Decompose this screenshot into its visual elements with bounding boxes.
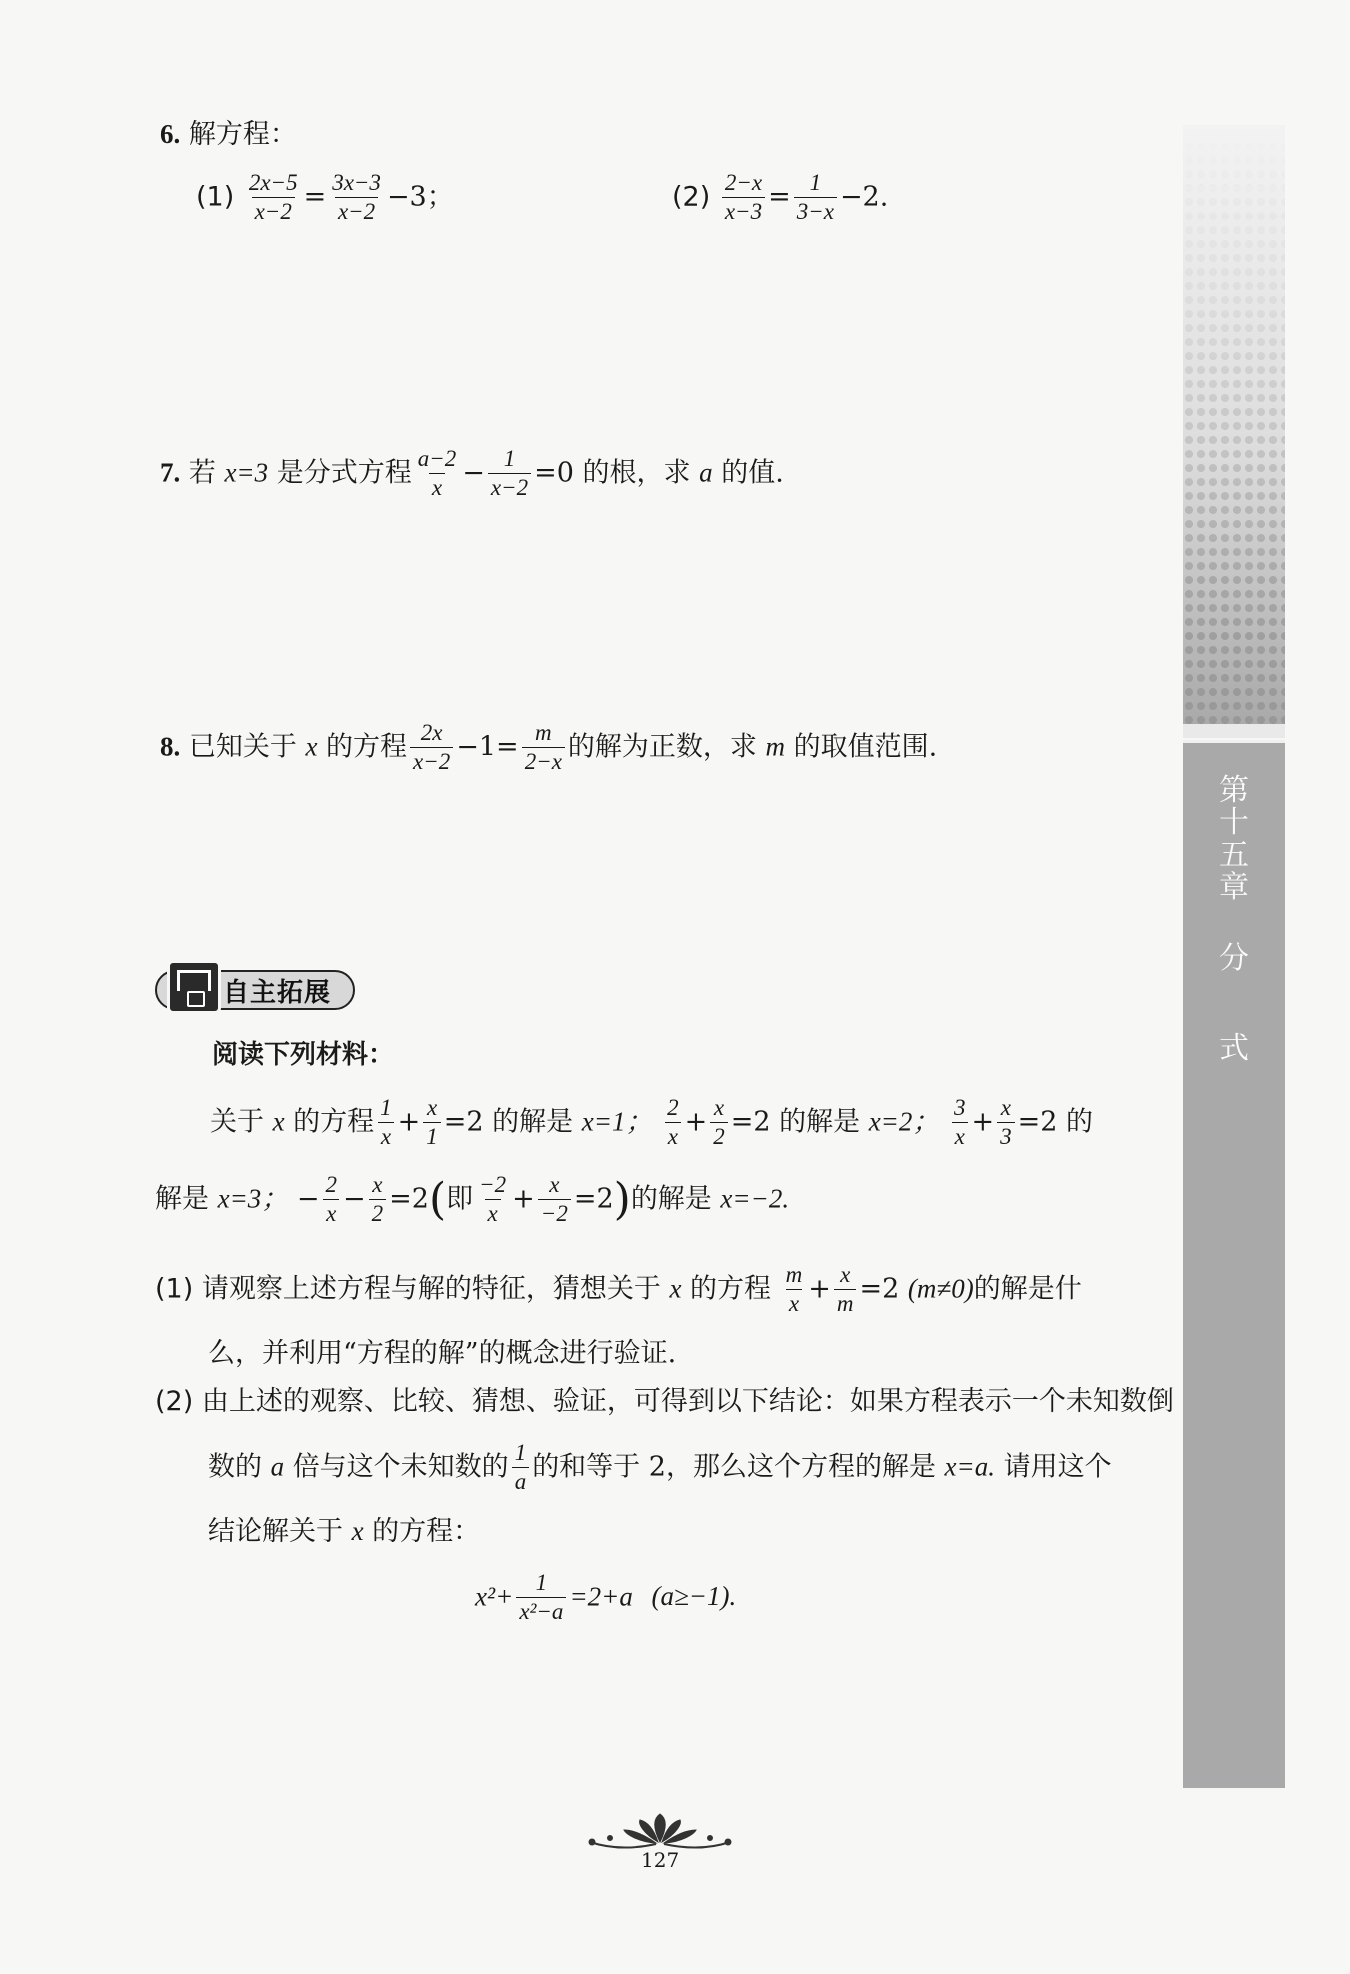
fraction bbox=[516, 1570, 566, 1626]
fraction bbox=[369, 1172, 387, 1228]
fraction bbox=[538, 1172, 571, 1228]
numerator: x bbox=[372, 1172, 383, 1197]
part-2-line-1 bbox=[155, 1386, 1174, 1418]
part-label: (1) bbox=[196, 181, 235, 213]
part-label: (2) bbox=[672, 181, 711, 213]
operator: −1= bbox=[456, 731, 519, 763]
denominator: x bbox=[786, 1289, 802, 1317]
numerator: x bbox=[713, 1095, 725, 1120]
numerator: m bbox=[534, 720, 552, 745]
question-text: 的方程 bbox=[326, 731, 408, 763]
section-title: 自主拓展 bbox=[223, 978, 332, 1008]
operator: + bbox=[684, 1106, 708, 1138]
fraction bbox=[423, 1095, 441, 1151]
chapter-title-char: 式 bbox=[1219, 1030, 1249, 1066]
numerator: 1 bbox=[380, 1095, 392, 1120]
text: =2 的解是 bbox=[730, 1106, 861, 1138]
numerator: 3 bbox=[954, 1095, 966, 1120]
math-inline: =0 bbox=[534, 457, 574, 489]
denominator: 3 bbox=[997, 1122, 1015, 1150]
question-text: 的值. bbox=[721, 457, 784, 489]
halftone-pattern bbox=[1183, 125, 1285, 725]
operator: + bbox=[808, 1273, 831, 1305]
left-paren: ( bbox=[428, 1173, 447, 1225]
numerator: 2x bbox=[420, 720, 443, 745]
question-7 bbox=[160, 446, 784, 502]
chapter-char: 第 bbox=[1219, 773, 1249, 808]
operator: − bbox=[343, 1183, 366, 1215]
question-text: 若 bbox=[188, 457, 216, 489]
denominator: x−2 bbox=[488, 473, 531, 501]
text: 的方程 bbox=[690, 1273, 772, 1305]
math-inline: x=−2. bbox=[720, 1183, 790, 1214]
question-number: 8. bbox=[160, 731, 181, 762]
section-badge bbox=[155, 960, 355, 1014]
part-2-line-3 bbox=[208, 1515, 480, 1548]
denominator: x bbox=[429, 473, 445, 501]
numerator: x bbox=[549, 1172, 560, 1197]
condition: (a≥−1). bbox=[651, 1581, 737, 1612]
fraction bbox=[246, 170, 301, 226]
question-text: 是分式方程 bbox=[276, 457, 412, 489]
part-label: (2) bbox=[155, 1386, 194, 1417]
math-var: x bbox=[305, 731, 318, 762]
denominator: x−2 bbox=[252, 197, 295, 225]
floral-ornament-icon bbox=[580, 1812, 740, 1852]
text: =2 的解是 bbox=[443, 1106, 574, 1138]
numerator: 3x−3 bbox=[332, 170, 381, 195]
numerator: x bbox=[840, 1262, 851, 1287]
denominator: x bbox=[323, 1199, 339, 1227]
reading-line-1 bbox=[210, 1095, 1093, 1151]
fraction bbox=[415, 446, 460, 502]
operator: − bbox=[296, 1183, 320, 1215]
denominator: 2 bbox=[369, 1199, 387, 1227]
denominator: x bbox=[952, 1122, 968, 1150]
math-inline: x=3 bbox=[224, 457, 269, 488]
question-text: 的根，求 bbox=[582, 457, 691, 489]
question-text: 的取值范围. bbox=[793, 731, 938, 763]
denominator: 1 bbox=[423, 1122, 441, 1150]
numerator: 1 bbox=[503, 446, 516, 471]
chapter-label bbox=[1183, 775, 1285, 1065]
chapter-title-char: 分 bbox=[1219, 940, 1249, 976]
denominator: x bbox=[665, 1122, 681, 1150]
operator: + bbox=[512, 1183, 535, 1215]
math-inline: x=2； bbox=[868, 1106, 940, 1137]
question-8 bbox=[160, 720, 937, 776]
math-var: x bbox=[272, 1106, 285, 1137]
text: =2 的 bbox=[1017, 1106, 1094, 1138]
math-inline: x=a. bbox=[944, 1451, 996, 1482]
page-number: 127 bbox=[641, 1848, 680, 1872]
reading-line-2 bbox=[155, 1172, 789, 1228]
denominator: m bbox=[834, 1289, 857, 1317]
text: 的方程 bbox=[293, 1106, 375, 1138]
math-inline: x=3； bbox=[217, 1183, 289, 1214]
math-inline: =2 bbox=[389, 1183, 429, 1215]
operator: = bbox=[768, 181, 791, 213]
math-var: x bbox=[669, 1273, 682, 1304]
chapter-char: 章 bbox=[1219, 870, 1249, 906]
numerator: 2x−5 bbox=[248, 170, 298, 195]
part-1-line-1 bbox=[155, 1262, 1082, 1318]
numerator: 1 bbox=[535, 1570, 548, 1595]
side-tab-gradient bbox=[1183, 125, 1285, 725]
fraction bbox=[722, 170, 765, 226]
numerator: 2−x bbox=[724, 170, 763, 195]
question-6-part-1 bbox=[196, 170, 454, 226]
operator: = bbox=[303, 181, 327, 213]
text: 的和等于 2，那么这个方程的解是 bbox=[532, 1451, 936, 1483]
final-equation bbox=[475, 1570, 736, 1626]
fraction bbox=[794, 170, 837, 226]
fraction bbox=[522, 720, 565, 776]
numerator: x bbox=[426, 1095, 438, 1120]
fraction bbox=[329, 170, 384, 226]
fraction bbox=[951, 1095, 969, 1151]
text: 解是 bbox=[155, 1183, 209, 1215]
numerator: 1 bbox=[514, 1440, 527, 1465]
denominator: x²−a bbox=[516, 1597, 566, 1625]
text: 倍与这个未知数的 bbox=[292, 1451, 509, 1483]
math-inline: x=1； bbox=[581, 1106, 653, 1137]
right-paren: ) bbox=[613, 1173, 631, 1225]
numerator: 2 bbox=[325, 1172, 338, 1197]
tail-text: −3； bbox=[386, 181, 454, 213]
text: 请用这个 bbox=[1003, 1451, 1112, 1483]
text: 即 bbox=[446, 1183, 474, 1215]
fraction bbox=[664, 1095, 682, 1151]
operator: + bbox=[971, 1106, 995, 1138]
fraction bbox=[410, 720, 453, 776]
question-number: 7. bbox=[160, 457, 181, 488]
denominator: 2−x bbox=[522, 747, 565, 775]
math-var: a bbox=[699, 457, 713, 488]
denominator: x bbox=[378, 1122, 394, 1150]
denominator: x−2 bbox=[335, 197, 378, 225]
text: 的解是什 bbox=[973, 1273, 1082, 1305]
question-text: 已知关于 bbox=[188, 731, 297, 763]
question-text: 解方程： bbox=[188, 119, 297, 150]
condition: (m≠0) bbox=[907, 1273, 974, 1304]
fraction bbox=[512, 1440, 530, 1496]
fraction bbox=[783, 1262, 806, 1318]
tail-text: −2. bbox=[839, 181, 889, 213]
question-6-heading bbox=[160, 118, 297, 151]
fraction bbox=[377, 1095, 395, 1151]
operator: − bbox=[462, 457, 485, 489]
numerator: −2 bbox=[479, 1172, 507, 1197]
denominator: 2 bbox=[710, 1122, 728, 1150]
denominator: x bbox=[485, 1199, 501, 1227]
question-number: 6. bbox=[160, 119, 181, 149]
math-var: a bbox=[270, 1451, 285, 1482]
numerator: m bbox=[785, 1262, 803, 1287]
math-inline: x²+ bbox=[475, 1581, 514, 1612]
denominator: x−3 bbox=[722, 197, 765, 225]
part-1-line-2: 么，并利用“方程的解”的概念进行验证. bbox=[208, 1338, 677, 1369]
text: 的解是 bbox=[630, 1183, 712, 1215]
math-inline: =2+a bbox=[569, 1581, 633, 1612]
chapter-char: 十 bbox=[1219, 805, 1249, 841]
denominator: x−2 bbox=[410, 747, 453, 775]
math-inline: =2 bbox=[859, 1273, 900, 1305]
text: 请观察上述方程与解的特征，猜想关于 bbox=[201, 1273, 661, 1305]
text: 结论解关于 bbox=[208, 1516, 343, 1547]
fraction bbox=[710, 1095, 728, 1151]
chapter-char: 五 bbox=[1219, 837, 1249, 873]
text: 的方程： bbox=[372, 1516, 481, 1547]
operator: + bbox=[397, 1106, 421, 1138]
fraction bbox=[997, 1095, 1015, 1151]
fraction bbox=[834, 1262, 857, 1318]
denominator: −2 bbox=[538, 1199, 571, 1227]
math-var: x bbox=[351, 1516, 364, 1546]
side-tab-divider bbox=[1183, 724, 1285, 738]
question-6-part-2 bbox=[672, 170, 888, 226]
denominator: a bbox=[512, 1467, 530, 1495]
numerator: a−2 bbox=[417, 446, 457, 471]
part-2-line-2 bbox=[208, 1440, 1112, 1496]
reading-intro: 阅读下列材料： bbox=[212, 1040, 395, 1070]
denominator: 3−x bbox=[794, 197, 837, 225]
floppy-disk-icon bbox=[167, 960, 221, 1014]
numerator: 1 bbox=[809, 170, 822, 195]
fraction bbox=[323, 1172, 341, 1228]
numerator: x bbox=[1000, 1095, 1011, 1120]
fraction bbox=[476, 1172, 509, 1228]
text: 关于 bbox=[210, 1106, 264, 1138]
question-text: 的解为正数，求 bbox=[567, 731, 757, 763]
text: 数的 bbox=[208, 1451, 262, 1483]
fraction bbox=[488, 446, 531, 502]
part-label: (1) bbox=[155, 1273, 194, 1305]
text: 由上述的观察、比较、猜想、验证，可得到以下结论：如果方程表示一个未知数倒 bbox=[201, 1386, 1174, 1417]
math-var: m bbox=[765, 731, 786, 762]
numerator: 2 bbox=[667, 1095, 679, 1120]
math-inline: =2 bbox=[573, 1183, 614, 1215]
